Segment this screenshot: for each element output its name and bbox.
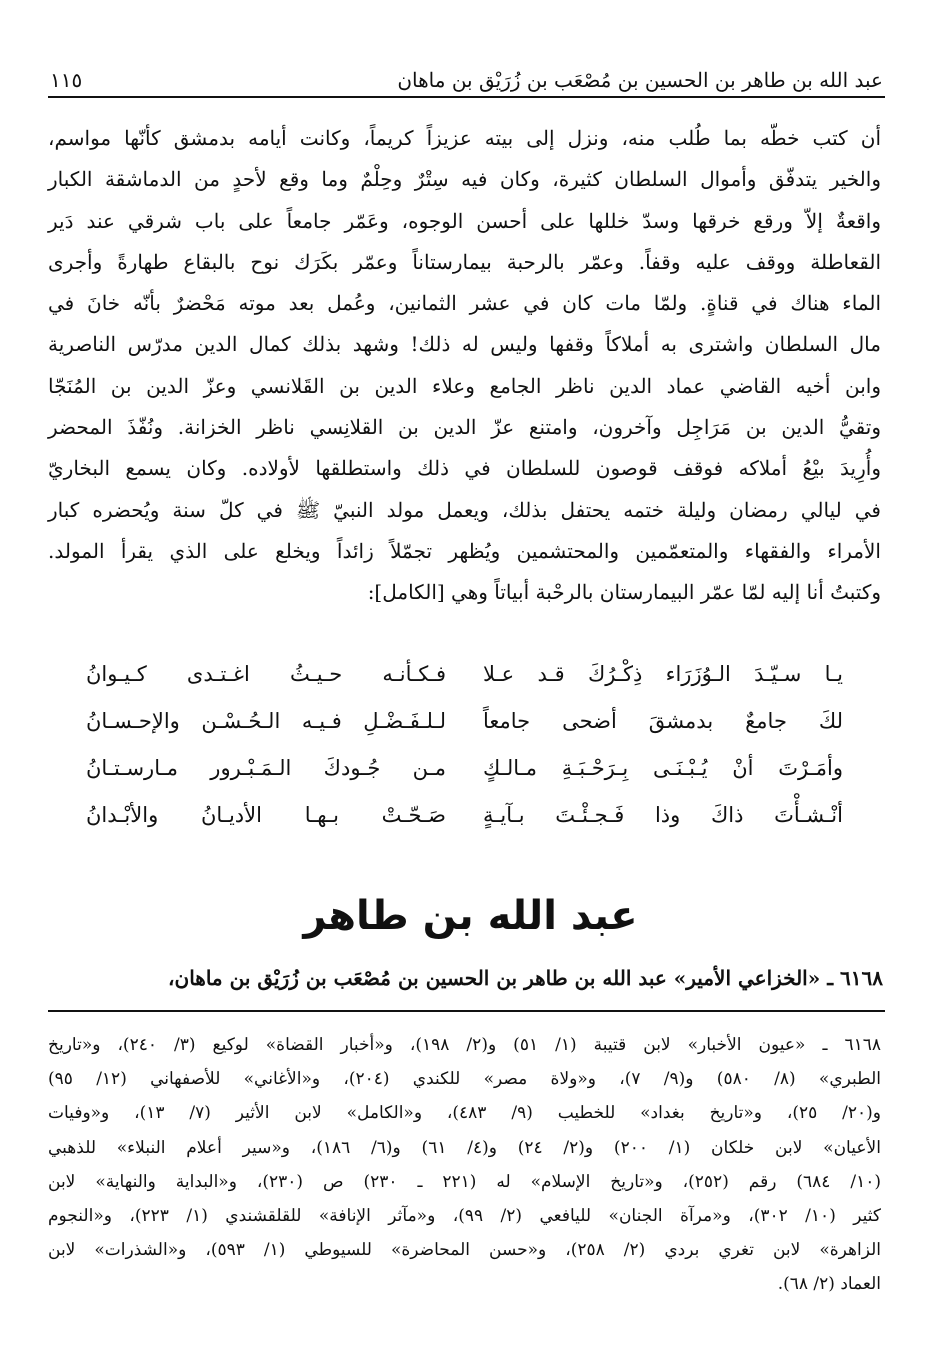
poem-verse: [86, 699, 843, 746]
text-line: أن كتب خطّه بما طُلب منه، ونزل إلى بيته عزيزاً كريماً، وكانت أيامه بدمشق كأنّها مواسم،: [48, 126, 882, 150]
poem-verse: [86, 793, 843, 840]
running-header: [50, 56, 883, 96]
footnote-line: الطبري» (٨/ ٥٨٠) و(٩/ ٧)، و«ولاة مصر» للكندي (٢٠٤)، و«الأغاني» للأصفهاني (١٢/ ٩٥): [48, 1069, 881, 1090]
footnote-line: ٦١٦٨ ـ «عيون الأخبار» لابن قتيبة (١/ ٥١) و(٢/ ١٩٨)، و«أخبار القضاة» لوكيع (٣/ ٢٤٠)، و«تاريخ: [48, 1035, 881, 1055]
footnote-line: الزاهرة» لابن تغري بردي (٢/ ٢٥٨)، و«حسن المحاضرة» للسيوطي (١/ ٥٩٣)، و«الشذرات» لابن: [48, 1240, 881, 1261]
biography-entry-title: ٦١٦٨ ـ «الخزاعي الأمير» عبد الله بن طاهر بن الحسين بن مُصْعَب بن زُرَيْق بن ماهان،: [168, 966, 883, 990]
poem-verse: [86, 746, 843, 793]
section-heading: عبد الله بن طاهر: [303, 893, 638, 939]
verse-second-half: فـكـأنـه حـيـثُ اغـتـدى كـيـوانُ: [86, 662, 446, 686]
footnote-rule: [48, 1010, 885, 1012]
verse-first-half: يـا سـيّـدَ الـوُزَرَاء ذِكْـرُكَ قـد عـلا: [483, 662, 843, 686]
footnote-line: (١٠/ ٦٨٤) رقم (٢٥٢)، و«تاريخ الإسلام» له (٢٢١ ـ ٢٣٠) ص (٢٣٠)، و«البداية والنهاية» لابن: [48, 1171, 881, 1192]
text-line: مال السلطان واشترى به أملاكاً وقفها وليس له ذلك! وشهد بذلك كمال الدين مدرّس الناصرية: [48, 332, 881, 357]
poem: [86, 652, 843, 840]
text-line: وأُرِيدَ بيْعُ أملاكه فوقف قوصون للسلطان في ذلك واستطلقها لأولاده. وكان يسمع البخاريّ: [48, 456, 881, 481]
footnote-line: كثير (١٠/ ٣٠٢)، و«مرآة الجنان» لليافعي (٢/ ٩٩)، و«مآثر الإنافة» للقلقشندي (١/ ٢٢٣)، و«النجوم: [48, 1206, 881, 1227]
text-line: والخير يتدفّق وأموال السلطان كثيرة، وكان فيه سِتْرٌ وحِلْمٌ وما وقع لأحدٍ من الدماشقة الكبار: [48, 167, 881, 192]
verse-second-half: صَـحّـتْ بـهـا الأديـانُ والأبْـدانُ: [86, 803, 446, 827]
text-line: وتقيُّ الدين بن مَرَاجِل وآخرون، وامتنع عزّ الدين بن القلانِسي ناظر الخزانة. ونُفّذَ المحضر: [48, 415, 881, 440]
poem-verse: [86, 652, 843, 699]
header-title: عبد الله بن طاهر بن الحسين بن مُصْعَب بن زُرَيْق بن ماهان: [397, 68, 883, 92]
text-line: وكتبتُ أنا إليه لمّا عمّر البيمارستان بالرحْبة أبياتاً وهي [الكامل]:: [367, 580, 881, 605]
verse-second-half: لـلـفَـضْـلِ فـيـه الـحُـسْـن والإحـسـانُ: [86, 709, 446, 733]
text-line: القعاطلة ووقف عليه وقفاً. وعمّر بالرحبة بيمارستاناً وعمّر بكَرَك نوح بالبقاع طهارةً وأجرى: [48, 249, 881, 274]
footnote-line: العماد (٢/ ٦٨).: [777, 1274, 881, 1295]
header-rule: [48, 96, 885, 98]
footnote-line: و(٢٠/ ٢٥)، و«تاريخ بغداد» للخطيب (٩/ ٤٨٣)، و«الكامل» لابن الأثير (٧/ ١٣)، و«وفيات: [48, 1103, 881, 1124]
verse-first-half: وأمَـرْتَ أنْ يُـبْـنَـى بِـرَحْـبَـةِ مـالـكٍ: [483, 756, 843, 780]
text-line: الماء هناك في قناةٍ. ولمّا مات كان في عشر الثمانين، وعُمل بعد موته مَحْضرٌ بأنّه خانَ في: [48, 291, 881, 316]
text-line: الأمراء والفقهاء والمتعمّمين والمحتشمين ويُظهر تجمّلاً زائداً ويخلع على الذي يقرأ المولد.: [48, 538, 881, 563]
footnotes: [48, 1028, 881, 1302]
text-line: وابن أخيه القاضي عماد الدين ناظر الجامع وعلاء الدين بن القَلانسي وعزّ الدين بن المُنَجّا: [48, 373, 881, 398]
verse-second-half: مـن جُـودكَ الـمَـبْـرور مـارسـتـانُ: [86, 756, 446, 780]
footnote-line: الأعيان» لابن خلكان (١/ ٢٠٠) و(٢/ ٢٤) و(٤/ ٦١) و(٦/ ١٨٦)، و«سير أعلام النبلاء» للذهبي: [48, 1137, 881, 1158]
main-text: [48, 118, 881, 614]
text-line: في ليالي رمضان وليلة ختمه يحتفل بذلك، ويعمل مولد النبيّ ﷺ في كلّ سنة ويُحضره كبار: [48, 497, 881, 522]
text-line: واقعةٌ إلاّ ورقع خرقها وسدّ خللها على أحسن الوجوه، وعَمّر جامعاً على باب شرقي عند دَير: [48, 208, 881, 233]
page-number: ١١٥: [50, 68, 83, 92]
verse-first-half: لكَ جامعٌ بدمشقَ أضحى جامعاً: [483, 709, 843, 733]
verse-first-half: أنْـشـأْتَ ذاكَ وذا فَـجـئْـتَ بـآيـةٍ: [483, 803, 843, 827]
